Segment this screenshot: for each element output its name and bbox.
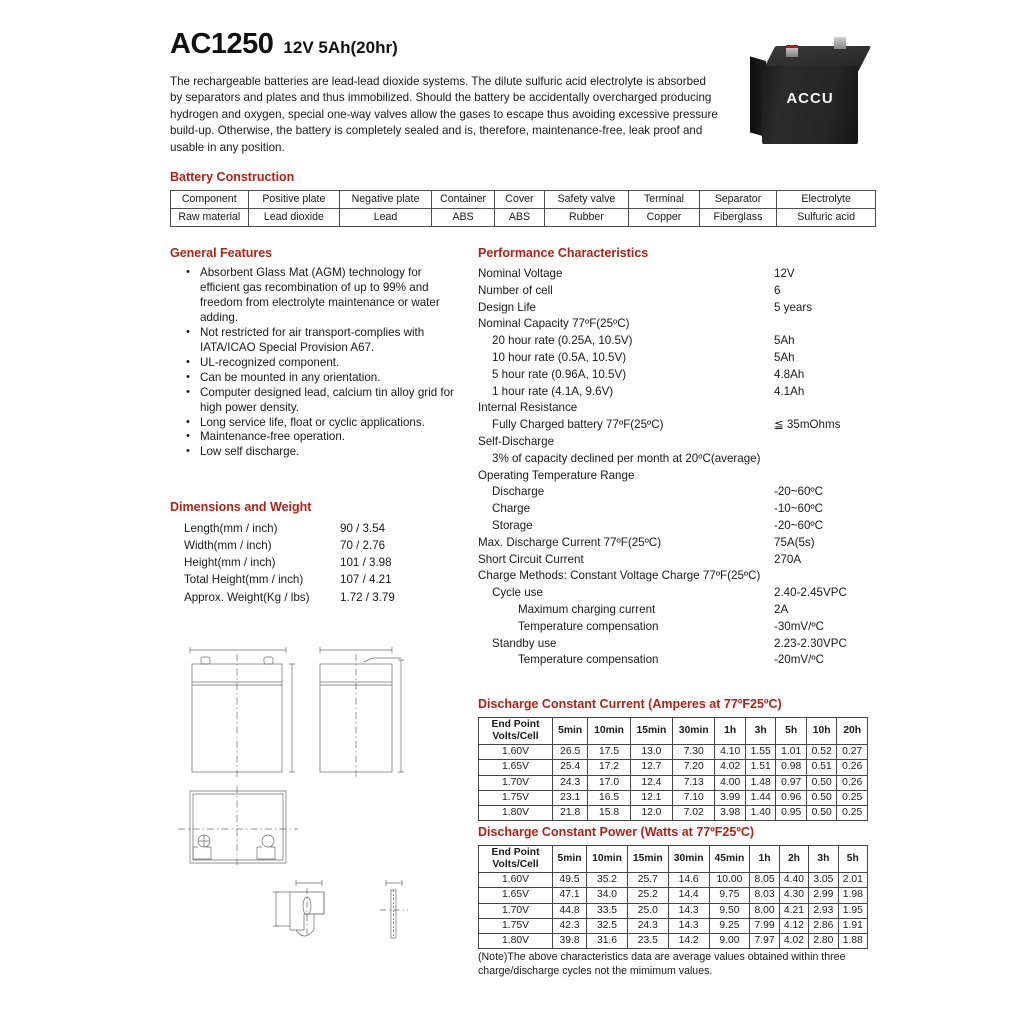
construction-header-cell: Component [171,191,249,209]
performance-row [478,316,876,333]
discharge-current-corner-header: End Point Volts/Cell [479,718,553,745]
terminal-side-detail-drawing [380,880,408,938]
discharge-power-value-cell: 4.21 [779,903,808,918]
discharge-power-value-cell: 9.75 [709,888,750,903]
discharge-current-value-cell: 4.00 [715,775,746,790]
table-row [479,805,868,820]
discharge-power-value-cell: 1.98 [838,888,867,903]
performance-row [478,568,876,585]
discharge-power-value-cell: 23.5 [627,933,668,948]
performance-row [478,518,876,535]
discharge-current-value-cell: 0.96 [776,790,807,805]
performance-row [478,451,876,468]
construction-header-cell: Separator [699,191,777,209]
performance-row [478,585,876,602]
performance-value: 5Ah [774,334,795,348]
discharge-current-column-header: 15min [630,718,672,745]
section-heading-construction: Battery Construction [170,170,295,184]
discharge-power-value-cell: 2.99 [809,888,838,903]
section-heading-features: General Features [170,246,273,260]
performance-value: -20mV/ºC [774,653,824,667]
discharge-current-value-cell: 1.44 [745,790,776,805]
discharge-power-value-cell: 4.40 [779,873,808,888]
discharge-power-row-header: 1.60V [479,873,553,888]
performance-label: Storage [492,518,533,532]
performance-value: -10~60ºC [774,502,824,516]
discharge-current-value-cell: 4.10 [715,745,746,760]
table-row [479,918,868,933]
discharge-constant-power-section [478,825,868,949]
construction-value-cell: Rubber [544,209,629,227]
discharge-current-value-cell: 12.1 [630,790,672,805]
discharge-power-value-cell: 2.80 [809,933,838,948]
construction-header-cell: Container [431,191,494,209]
battery-construction-section [170,170,876,227]
performance-label: Temperature compensation [518,653,659,667]
discharge-power-value-cell: 3.05 [809,873,838,888]
discharge-current-value-cell: 0.52 [806,745,837,760]
discharge-current-value-cell: 1.40 [745,805,776,820]
performance-row [478,400,876,417]
discharge-power-row-header: 1.70V [479,903,553,918]
discharge-power-value-cell: 8.03 [750,888,779,903]
discharge-current-value-cell: 0.97 [776,775,807,790]
performance-label: Max. Discharge Current 77ºF(25ºC) [478,535,662,549]
discharge-power-column-header: 2h [779,846,808,873]
discharge-power-value-cell: 10.00 [709,873,750,888]
performance-label: Nominal Capacity 77ºF(25ºC) [478,317,630,331]
performance-value: 75A(5s) [774,535,815,549]
discharge-current-value-cell: 24.3 [553,775,588,790]
discharge-power-value-cell: 47.1 [553,888,587,903]
discharge-current-value-cell: 12.0 [630,805,672,820]
discharge-power-value-cell: 25.7 [627,873,668,888]
discharge-power-value-cell: 4.30 [779,888,808,903]
construction-table [170,190,876,227]
performance-row [478,350,876,367]
discharge-current-column-header: 10min [588,718,630,745]
discharge-power-value-cell: 2.93 [809,903,838,918]
discharge-current-column-header: 5h [776,718,807,745]
performance-value: 12V [774,267,795,280]
table-row [479,903,868,918]
technical-drawings [168,638,468,968]
performance-row [478,283,876,300]
performance-value: -20~60ºC [774,518,824,532]
side-view-drawing [320,647,404,778]
table-row [479,888,868,903]
performance-label: 3% of capacity declined per month at 20ºC(average) [492,451,761,465]
performance-label: Nominal Voltage [478,267,563,280]
dimension-drawing-svg [168,638,468,968]
discharge-current-column-header: 3h [745,718,776,745]
section-heading-dimensions: Dimensions and Weight [170,500,312,514]
discharge-current-value-cell: 0.98 [776,760,807,775]
feature-item: • Maintenance-free operation. [186,430,462,445]
feature-item: • Absorbent Glass Mat (AGM) technology for efficient gas recombination of up to 99% and freedom from electrolyte maintenance or water adding. [186,266,462,326]
performance-value: 6 [774,283,781,297]
battery-brand-label: ACCU [786,90,834,107]
discharge-power-value-cell: 49.5 [553,873,587,888]
discharge-power-column-header: 45min [709,846,750,873]
construction-value-cell: Lead [340,209,432,227]
performance-label: Short Circuit Current [478,552,584,566]
performance-value: 2.23-2.30VPC [774,636,847,650]
construction-header-cell: Negative plate [340,191,432,209]
performance-value [774,400,876,417]
construction-value-cell: ABS [495,209,544,227]
construction-header-cell: Terminal [629,191,700,209]
performance-label: Temperature compensation [518,619,659,633]
dimension-value: 70 / 2.76 [340,539,386,553]
discharge-power-value-cell: 8.05 [750,873,779,888]
discharge-current-row-header: 1.80V [479,805,553,820]
table-row [171,191,876,209]
product-rating: 12V 5Ah(20hr) [283,38,398,57]
discharge-current-value-cell: 1.51 [745,760,776,775]
performance-label: Standby use [492,636,557,650]
dimension-row [170,589,462,606]
performance-value: 4.1Ah [774,384,805,398]
discharge-current-value-cell: 1.55 [745,745,776,760]
discharge-power-value-cell: 24.3 [627,918,668,933]
performance-row [478,619,876,636]
dimension-row [170,554,462,571]
discharge-current-value-cell: 7.13 [673,775,715,790]
construction-value-cell: Fiberglass [699,209,777,227]
performance-label: Operating Temperature Range [478,468,635,482]
battery-negative-terminal [834,37,846,49]
discharge-current-value-cell: 0.51 [806,760,837,775]
performance-row [478,384,876,401]
discharge-power-column-header: 1h [750,846,779,873]
table-row [479,775,868,790]
discharge-power-value-cell: 7.99 [750,918,779,933]
discharge-power-value-cell: 2.86 [809,918,838,933]
discharge-power-value-cell: 14.6 [668,873,709,888]
discharge-power-column-header: 15min [627,846,668,873]
performance-row [478,333,876,350]
discharge-power-value-cell: 9.25 [709,918,750,933]
page-title: AC1250 [170,28,274,60]
feature-item: • Low self discharge. [186,445,462,460]
top-view-drawing [178,786,298,868]
construction-value-cell: Sulfuric acid [777,209,876,227]
discharge-power-table [478,845,868,949]
construction-header-cell: Cover [495,191,544,209]
discharge-current-column-header: 5min [553,718,588,745]
discharge-current-value-cell: 7.30 [673,745,715,760]
discharge-power-column-header: 5min [553,846,587,873]
dimension-label: Approx. Weight(Kg / lbs) [184,590,310,604]
terminal-detail-drawing [273,880,324,938]
discharge-power-value-cell: 14.3 [668,918,709,933]
discharge-power-column-header: 10min [587,846,628,873]
discharge-power-value-cell: 34.0 [587,888,628,903]
performance-value: 2A [774,602,789,616]
discharge-current-column-header: 1h [715,718,746,745]
performance-row [478,535,876,552]
performance-value [774,451,876,468]
performance-label: Self-Discharge [478,434,555,448]
intro-paragraph: The rechargeable batteries are lead-lead dioxide systems. The dilute sulfuric acid electrolyte is absorbed by separators and plates and thus immobilized. Should the battery be accidentally overcharged producing hydrogen and oxygen, special one-way valves allow the gases to escape thus avoiding excessive pressure build-up. Otherwise, the battery is completely sealed and is, therefore, maintenance-free, leak proof and usable in any position. [170,75,718,154]
discharge-power-value-cell: 8.00 [750,903,779,918]
dimension-row [170,571,462,588]
performance-label: Fully Charged battery 77ºF(25ºC) [492,418,664,432]
discharge-current-value-cell: 17.2 [588,760,630,775]
discharge-power-column-header: 5h [838,846,867,873]
discharge-power-value-cell: 31.6 [587,933,628,948]
construction-value-cell: Copper [629,209,700,227]
table-row [479,873,868,888]
discharge-current-value-cell: 7.02 [673,805,715,820]
performance-row [478,468,876,485]
performance-value: 4.8Ah [774,367,805,381]
discharge-current-value-cell: 0.25 [837,805,868,820]
discharge-power-value-cell: 14.4 [668,888,709,903]
discharge-power-value-cell: 25.0 [627,903,668,918]
performance-label: Cycle use [492,586,543,600]
dimension-label: Height(mm / inch) [184,556,276,570]
discharge-power-value-cell: 1.88 [838,933,867,948]
performance-row [478,501,876,518]
performance-value [774,468,876,485]
feature-item: • Long service life, float or cyclic applications. [186,416,462,431]
performance-label: 5 hour rate (0.96A, 10.5V) [492,367,627,381]
construction-header-cell: Safety valve [544,191,629,209]
discharge-power-value-cell: 7.97 [750,933,779,948]
discharge-power-value-cell: 44.8 [553,903,587,918]
performance-label: Charge [492,502,531,516]
discharge-power-value-cell: 42.3 [553,918,587,933]
discharge-current-value-cell: 1.48 [745,775,776,790]
performance-label: Number of cell [478,283,553,297]
performance-label: 20 hour rate (0.25A, 10.5V) [492,334,633,348]
feature-item: • UL-recognized component. [186,356,462,371]
discharge-current-value-cell: 25.4 [553,760,588,775]
performance-row [478,417,876,434]
dimension-row [170,537,462,554]
discharge-power-row-header: 1.75V [479,918,553,933]
discharge-current-value-cell: 0.26 [837,775,868,790]
discharge-current-value-cell: 1.01 [776,745,807,760]
discharge-current-value-cell: 17.5 [588,745,630,760]
construction-value-cell: Lead dioxide [248,209,340,227]
discharge-current-value-cell: 0.26 [837,760,868,775]
table-row [479,933,868,948]
discharge-current-value-cell: 23.1 [553,790,588,805]
discharge-power-corner-header: End Point Volts/Cell [479,846,553,873]
discharge-current-value-cell: 26.5 [553,745,588,760]
discharge-current-value-cell: 15.8 [588,805,630,820]
battery-positive-terminal [786,45,798,57]
feature-item: • Can be mounted in any orientation. [186,371,462,386]
performance-value: 270A [774,552,802,566]
performance-label: Design Life [478,300,537,314]
general-features-section [170,246,462,460]
discharge-current-value-cell: 0.27 [837,745,868,760]
table-header-row [479,718,868,745]
dimension-row [170,520,462,537]
discharge-current-value-cell: 7.10 [673,790,715,805]
discharge-current-value-cell: 0.95 [776,805,807,820]
discharge-current-value-cell: 16.5 [588,790,630,805]
discharge-power-value-cell: 2.01 [838,873,867,888]
table-header-row [479,846,868,873]
discharge-power-value-cell: 35.2 [587,873,628,888]
discharge-current-value-cell: 17.0 [588,775,630,790]
performance-label: Charge Methods: Constant Voltage Charge 77ºF(25ºC) [478,569,761,583]
performance-value: -20~60ºC [774,485,824,499]
performance-value: -30mV/ºC [774,619,824,633]
performance-row [478,552,876,569]
discharge-current-column-header: 20h [837,718,868,745]
discharge-power-column-header: 3h [809,846,838,873]
performance-value: ≦ 35mOhms [774,418,841,432]
dimension-value: 101 / 3.98 [340,556,392,570]
front-view-drawing [190,647,295,778]
dimensions-section [170,500,462,606]
battery-product-image [742,28,880,156]
discharge-constant-current-section [478,697,868,821]
dimension-label: Length(mm / inch) [184,522,278,535]
section-heading-performance: Performance Characteristics [478,246,649,260]
section-heading-discharge-current: Discharge Constant Current (Amperes at 77ºF25ºC) [478,697,782,711]
discharge-current-value-cell: 21.8 [553,805,588,820]
product-header [170,28,730,156]
footnote: (Note)The above characteristics data are average values obtained within three charge/discharge cycles not the mimimum values. [478,951,846,978]
section-heading-discharge-power: Discharge Constant Power (Watts at 77ºF25ºC) [478,825,755,839]
table-row [479,745,868,760]
feature-item: • Computer designed lead, calcium tin alloy grid for high power density. [186,386,462,416]
performance-value [774,568,876,585]
discharge-power-value-cell: 32.5 [587,918,628,933]
discharge-power-value-cell: 1.91 [838,918,867,933]
discharge-current-row-header: 1.60V [479,745,553,760]
performance-row [478,434,876,451]
dimension-value: 1.72 / 3.79 [340,590,395,604]
performance-row [478,484,876,501]
discharge-power-value-cell: 9.00 [709,933,750,948]
dimension-value: 107 / 4.21 [340,573,392,587]
discharge-power-value-cell: 1.95 [838,903,867,918]
performance-value [774,316,876,333]
discharge-power-value-cell: 14.3 [668,903,709,918]
discharge-current-value-cell: 0.50 [806,790,837,805]
performance-value: 5 years [774,300,813,314]
performance-label: 10 hour rate (0.5A, 10.5V) [492,350,627,364]
performance-value [774,434,876,451]
discharge-current-row-header: 1.65V [479,760,553,775]
discharge-current-value-cell: 7.20 [673,760,715,775]
discharge-current-row-header: 1.70V [479,775,553,790]
performance-row [478,602,876,619]
discharge-power-column-header: 30min [668,846,709,873]
discharge-power-row-header: 1.80V [479,933,553,948]
performance-value: 2.40-2.45VPC [774,586,847,600]
performance-row [478,300,876,317]
discharge-power-value-cell: 39.8 [553,933,587,948]
discharge-power-value-cell: 25.2 [627,888,668,903]
construction-header-cell: Electrolyte [777,191,876,209]
discharge-current-value-cell: 12.4 [630,775,672,790]
discharge-current-column-header: 10h [806,718,837,745]
performance-row [478,367,876,384]
dimension-label: Width(mm / inch) [184,539,272,553]
discharge-current-value-cell: 3.98 [715,805,746,820]
performance-label: Internal Resistance [478,401,578,415]
features-list [170,266,462,460]
discharge-current-value-cell: 3.99 [715,790,746,805]
performance-characteristics-section [478,246,876,669]
performance-value: 5Ah [774,350,795,364]
performance-label: 1 hour rate (4.1A, 9.6V) [492,384,614,398]
performance-label: Maximum charging current [518,602,656,616]
discharge-power-value-cell: 4.12 [779,918,808,933]
discharge-power-value-cell: 9.50 [709,903,750,918]
performance-row [478,266,876,283]
discharge-current-row-header: 1.75V [479,790,553,805]
discharge-current-value-cell: 4.02 [715,760,746,775]
construction-value-cell: Raw material [171,209,249,227]
feature-item: • Not restricted for air transport-complies with IATA/ICAO Special Provision A67. [186,326,462,356]
performance-row [478,652,876,669]
discharge-current-value-cell: 13.0 [630,745,672,760]
discharge-current-table [478,717,868,821]
product-title-line [170,28,730,61]
dimension-label: Total Height(mm / inch) [184,573,304,587]
discharge-current-column-header: 30min [673,718,715,745]
discharge-current-value-cell: 0.50 [806,805,837,820]
discharge-power-value-cell: 33.5 [587,903,628,918]
construction-value-cell: ABS [431,209,494,227]
construction-header-cell: Positive plate [248,191,340,209]
discharge-current-value-cell: 0.25 [837,790,868,805]
discharge-power-row-header: 1.65V [479,888,553,903]
discharge-current-value-cell: 12.7 [630,760,672,775]
discharge-current-value-cell: 0.50 [806,775,837,790]
dimension-value: 90 / 3.54 [340,522,386,535]
performance-row [478,636,876,653]
discharge-power-value-cell: 14.2 [668,933,709,948]
table-row [479,760,868,775]
table-row [479,790,868,805]
discharge-power-value-cell: 4.02 [779,933,808,948]
table-row [171,209,876,227]
performance-label: Discharge [492,485,545,499]
